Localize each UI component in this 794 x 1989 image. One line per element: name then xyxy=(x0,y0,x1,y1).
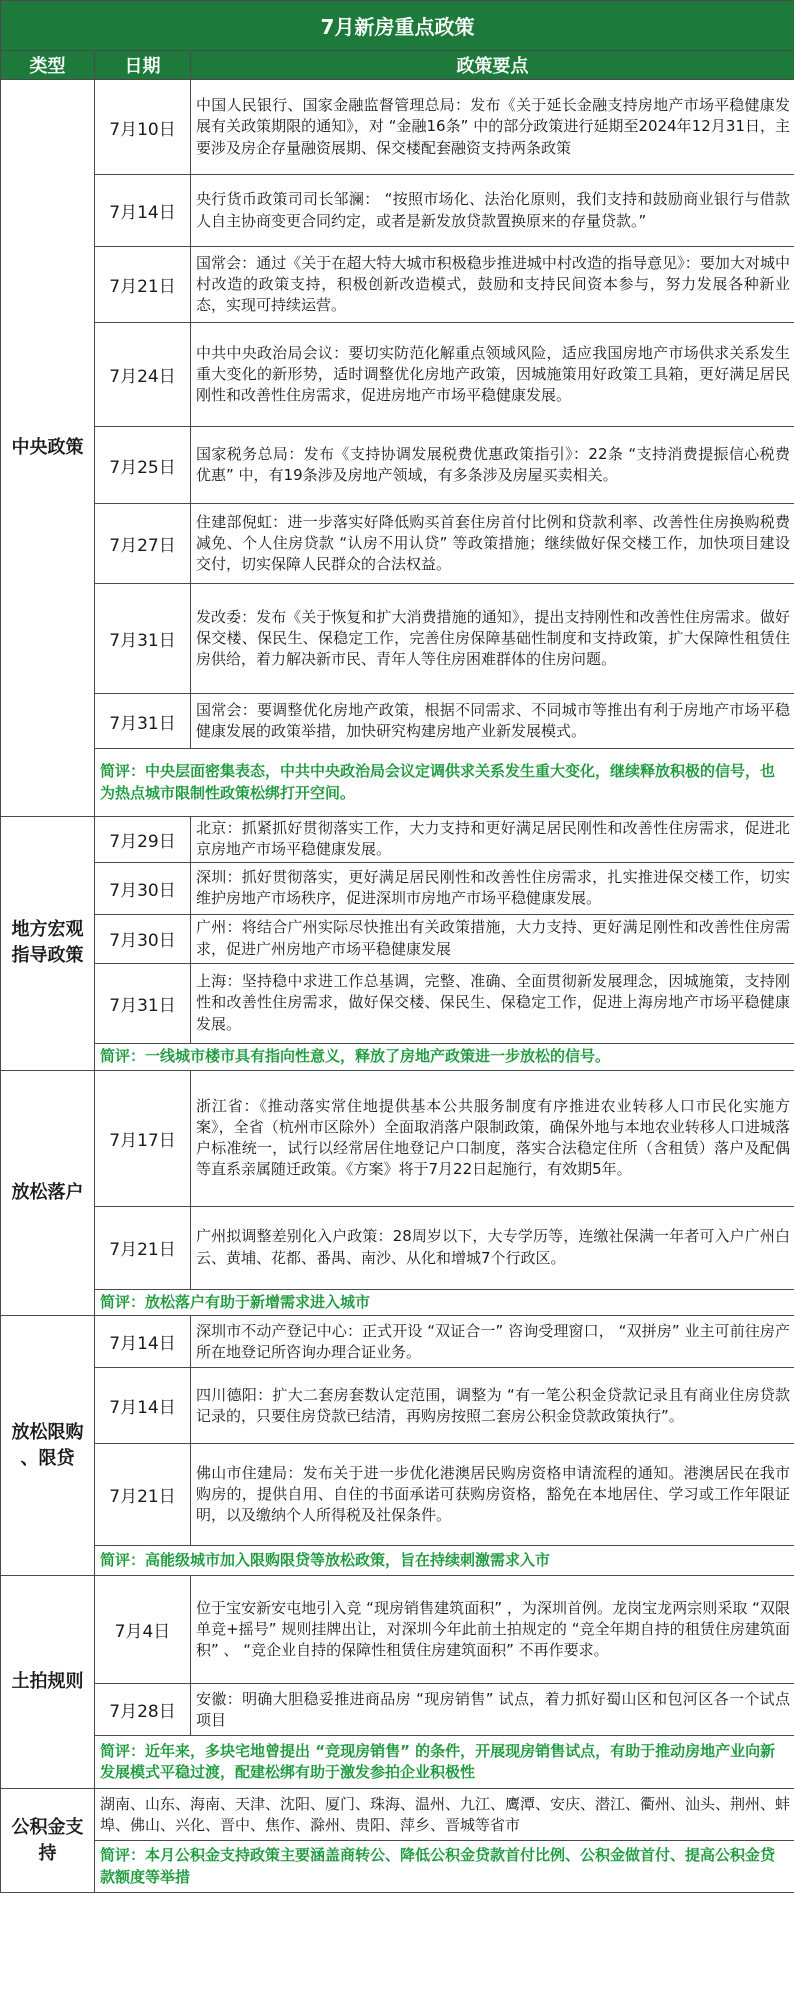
row-policy: 发改委：发布《关于恢复和扩大消费措施的通知》，提出支持刚性和改善性住房需求。做好保交楼、保民生、保稳定工作，完善住房保障基础性制度和支持政策，扩大保障性租赁住房供给，着力解决新市民、青年人等住房困难群体的住房问题。 xyxy=(191,584,794,694)
row-policy: 北京：抓紧抓好贯彻落实工作，大力支持和更好满足居民刚性和改善性住房需求，促进北京房地产市场平稳健康发展。 xyxy=(191,817,794,863)
category-local-line2: 指导政策 xyxy=(11,945,84,967)
row-date: 7月14日 xyxy=(95,1316,191,1368)
title-row xyxy=(1,1,794,51)
comment-row xyxy=(1,1546,794,1576)
category-fund-line1: 公积金支 xyxy=(11,1816,84,1838)
header-date: 日期 xyxy=(95,51,191,80)
row-date: 7月21日 xyxy=(95,1206,191,1289)
comment-row xyxy=(1,749,794,817)
comment-hukou: 简评：放松落户有助于新增需求进入城市 xyxy=(95,1289,794,1316)
table-row xyxy=(1,247,794,323)
row-date: 7月30日 xyxy=(95,914,191,963)
category-hukou: 放松落户 xyxy=(1,1070,95,1316)
row-policy: 中国人民银行、国家金融监督管理总局：发布《关于延长金融支持房地产市场平稳健康发展有关政策期限的通知》，对 “金融16条” 中的部分政策进行延期至2024年12月31日，主要涉及房企存量融资展期、保交楼配套融资支持两条政策 xyxy=(191,80,794,175)
row-date: 7月14日 xyxy=(95,175,191,247)
row-policy: 广州：将结合广州实际尽快推出有关政策措施，大力支持、更好满足刚性和改善性住房需求，促进广州房地产市场平稳健康发展 xyxy=(191,914,794,963)
row-policy: 上海：坚持稳中求进工作总基调，完整、准确、全面贯彻新发展理念，因城施策，支持刚性和改善性住房需求，做好保交楼、保民生、保稳定工作，促进上海房地产市场平稳健康发展。 xyxy=(191,963,794,1043)
row-policy: 深圳市不动产登记中心：正式开设 “双证合一” 咨询受理窗口， “双拼房” 业主可前往房产所在地登记所咨询办理合证业务。 xyxy=(191,1316,794,1368)
row-date: 7月31日 xyxy=(95,963,191,1043)
table-row xyxy=(1,1070,794,1206)
category-local xyxy=(1,817,95,1071)
row-policy: 深圳：抓好贯彻落实，更好满足居民刚性和改善性住房需求，扎实推进保交楼工作，切实维护房地产市场秩序，促进深圳市房地产市场平稳健康发展。 xyxy=(191,862,794,914)
row-policy: 中共中央政治局会议：要切实防范化解重点领域风险，适应我国房地产市场供求关系发生重大变化的新形势，适时调整优化房地产政策，因城施策用好政策工具箱，更好满足居民刚性和改善性住房需求，促进房地产市场平稳健康发展。 xyxy=(191,323,794,427)
row-date: 7月30日 xyxy=(95,862,191,914)
row-date: 7月4日 xyxy=(95,1576,191,1684)
row-policy: 佛山市住建局：发布关于进一步优化港澳居民购房资格申请流程的通知。港澳居民在我市购房的，提供自用、自住的书面承诺可获购房资格，豁免在本地居住、学习或工作年限证明，以及缴纳个人所得税及社保条件。 xyxy=(191,1444,794,1546)
table-title: 7月新房重点政策 xyxy=(1,1,794,51)
table-row xyxy=(1,175,794,247)
category-central: 中央政策 xyxy=(1,80,95,817)
row-date: 7月29日 xyxy=(95,817,191,863)
table-row xyxy=(1,1789,794,1841)
table-row xyxy=(1,914,794,963)
table-row xyxy=(1,1368,794,1444)
category-restrict-line1: 放松限购 xyxy=(11,1421,84,1443)
table-row xyxy=(1,427,794,504)
table-row xyxy=(1,694,794,749)
row-policy: 住建部倪虹：进一步落实好降低购买首套住房首付比例和贷款利率、改善性住房换购税费减免、个人住房贷款 “认房不用认贷” 等政策措施；继续做好保交楼工作，加快项目建设交付，切实保障人民群众的合法权益。 xyxy=(191,504,794,584)
row-date: 7月24日 xyxy=(95,323,191,427)
table-row xyxy=(1,1684,794,1736)
table-row xyxy=(1,1444,794,1546)
fund-cities: 湖南、山东、海南、天津、沈阳、厦门、珠海、温州、九江、鹰潭、安庆、潜江、衢州、汕头、荆州、蚌埠、佛山、兴化、晋中、焦作、滁州、贵阳、萍乡、晋城等省市 xyxy=(95,1789,794,1841)
row-policy: 央行货币政策司司长邹澜： “按照市场化、法治化原则，我们支持和鼓励商业银行与借款人自主协商变更合同约定，或者是新发放贷款置换原来的存量贷款。” xyxy=(191,175,794,247)
row-policy: 广州拟调整差别化入户政策：28周岁以下，大专学历等，连缴社保满一年者可入户广州白云、黄埔、花都、番禺、南沙、从化和增城7个行政区。 xyxy=(191,1206,794,1289)
table-row xyxy=(1,817,794,863)
header-content: 政策要点 xyxy=(191,51,794,80)
table-row xyxy=(1,1206,794,1289)
table-row xyxy=(1,584,794,694)
header-row xyxy=(1,51,794,80)
category-restrict xyxy=(1,1316,95,1576)
comment-fund: 简评：本月公积金支持政策主要涵盖商转公、降低公积金贷款首付比例、公积金做首付、提高公积金贷款额度等举措 xyxy=(95,1841,794,1893)
category-fund-line2: 持 xyxy=(38,1842,57,1864)
header-type: 类型 xyxy=(1,51,95,80)
comment-row xyxy=(1,1289,794,1316)
table-row xyxy=(1,963,794,1043)
comment-restrict: 简评：高能级城市加入限购限贷等放松政策，旨在持续刺激需求入市 xyxy=(95,1546,794,1576)
category-fund xyxy=(1,1789,95,1893)
row-date: 7月27日 xyxy=(95,504,191,584)
comment-central: 简评：中央层面密集表态，中共中央政治局会议定调供求关系发生重大变化，继续释放积极的信号，也为热点城市限制性政策松绑打开空间。 xyxy=(95,749,794,817)
row-policy: 四川德阳：扩大二套房套数认定范围，调整为 “有一笔公积金贷款记录且有商业住房贷款记录的，只要住房贷款已结清，再购房按照二套房公积金贷款政策执行”。 xyxy=(191,1368,794,1444)
row-date: 7月21日 xyxy=(95,247,191,323)
row-date: 7月31日 xyxy=(95,584,191,694)
row-policy: 国常会：通过《关于在超大特大城市积极稳步推进城中村改造的指导意见》：要加大对城中村改造的政策支持，积极创新改造模式，鼓励和支持民间资本参与，努力发展各种新业态，实现可持续运营。 xyxy=(191,247,794,323)
table-row xyxy=(1,862,794,914)
row-date: 7月25日 xyxy=(95,427,191,504)
comment-local: 简评：一线城市楼市具有指向性意义，释放了房地产政策进一步放松的信号。 xyxy=(95,1043,794,1070)
comment-land: 简评：近年来，多块宅地曾提出 “竞现房销售” 的条件，开展现房销售试点，有助于推动房地产业向新发展模式平稳过渡，配建松绑有助于激发参拍企业积极性 xyxy=(95,1736,794,1789)
row-date: 7月28日 xyxy=(95,1684,191,1736)
row-policy: 国常会：要调整优化房地产政策，根据不同需求、不同城市等推出有利于房地产市场平稳健康发展的政策举措，加快研究构建房地产业新发展模式。 xyxy=(191,694,794,749)
category-local-line1: 地方宏观 xyxy=(11,919,84,941)
table-row xyxy=(1,1576,794,1684)
table-row xyxy=(1,323,794,427)
row-policy: 安徽：明确大胆稳妥推进商品房 “现房销售” 试点，着力抓好蜀山区和包河区各一个试点项目 xyxy=(191,1684,794,1736)
row-date: 7月21日 xyxy=(95,1444,191,1546)
comment-row xyxy=(1,1043,794,1070)
comment-row xyxy=(1,1841,794,1893)
row-date: 7月17日 xyxy=(95,1070,191,1206)
row-date: 7月10日 xyxy=(95,80,191,175)
category-land: 土拍规则 xyxy=(1,1576,95,1789)
table-row xyxy=(1,80,794,175)
row-policy: 浙江省：《推动落实常住地提供基本公共服务制度有序推进农业转移人口市民化实施方案》，全省（杭州市区除外）全面取消落户限制政策，确保外地与本地农业转移人口进城落户标准统一，试行以经常居住地登记户口制度，落实合法稳定住所（含租赁）落户及配偶等直系亲属随迁政策。《方案》将于7月22日起施行，有效期5年。 xyxy=(191,1070,794,1206)
row-policy: 国家税务总局：发布《支持协调发展税费优惠政策指引》：22条 “支持消费提振信心税费优惠” 中，有19条涉及房地产领域，有多条涉及房屋买卖相关。 xyxy=(191,427,794,504)
row-date: 7月31日 xyxy=(95,694,191,749)
table-row xyxy=(1,1316,794,1368)
comment-row xyxy=(1,1736,794,1789)
table-row xyxy=(1,504,794,584)
row-date: 7月14日 xyxy=(95,1368,191,1444)
row-policy: 位于宝安新安屯地引入竞 “现房销售建筑面积” ，为深圳首例。龙岗宝龙两宗则采取 “双限单竞+摇号” 规则挂牌出让，对深圳今年此前土拍规定的 “竞全年期自持的租赁住房建筑面积” 、 “竞企业自持的保障性租赁住房建筑面积” 不再作要求。 xyxy=(191,1576,794,1684)
category-restrict-line2: 、限贷 xyxy=(20,1447,75,1469)
